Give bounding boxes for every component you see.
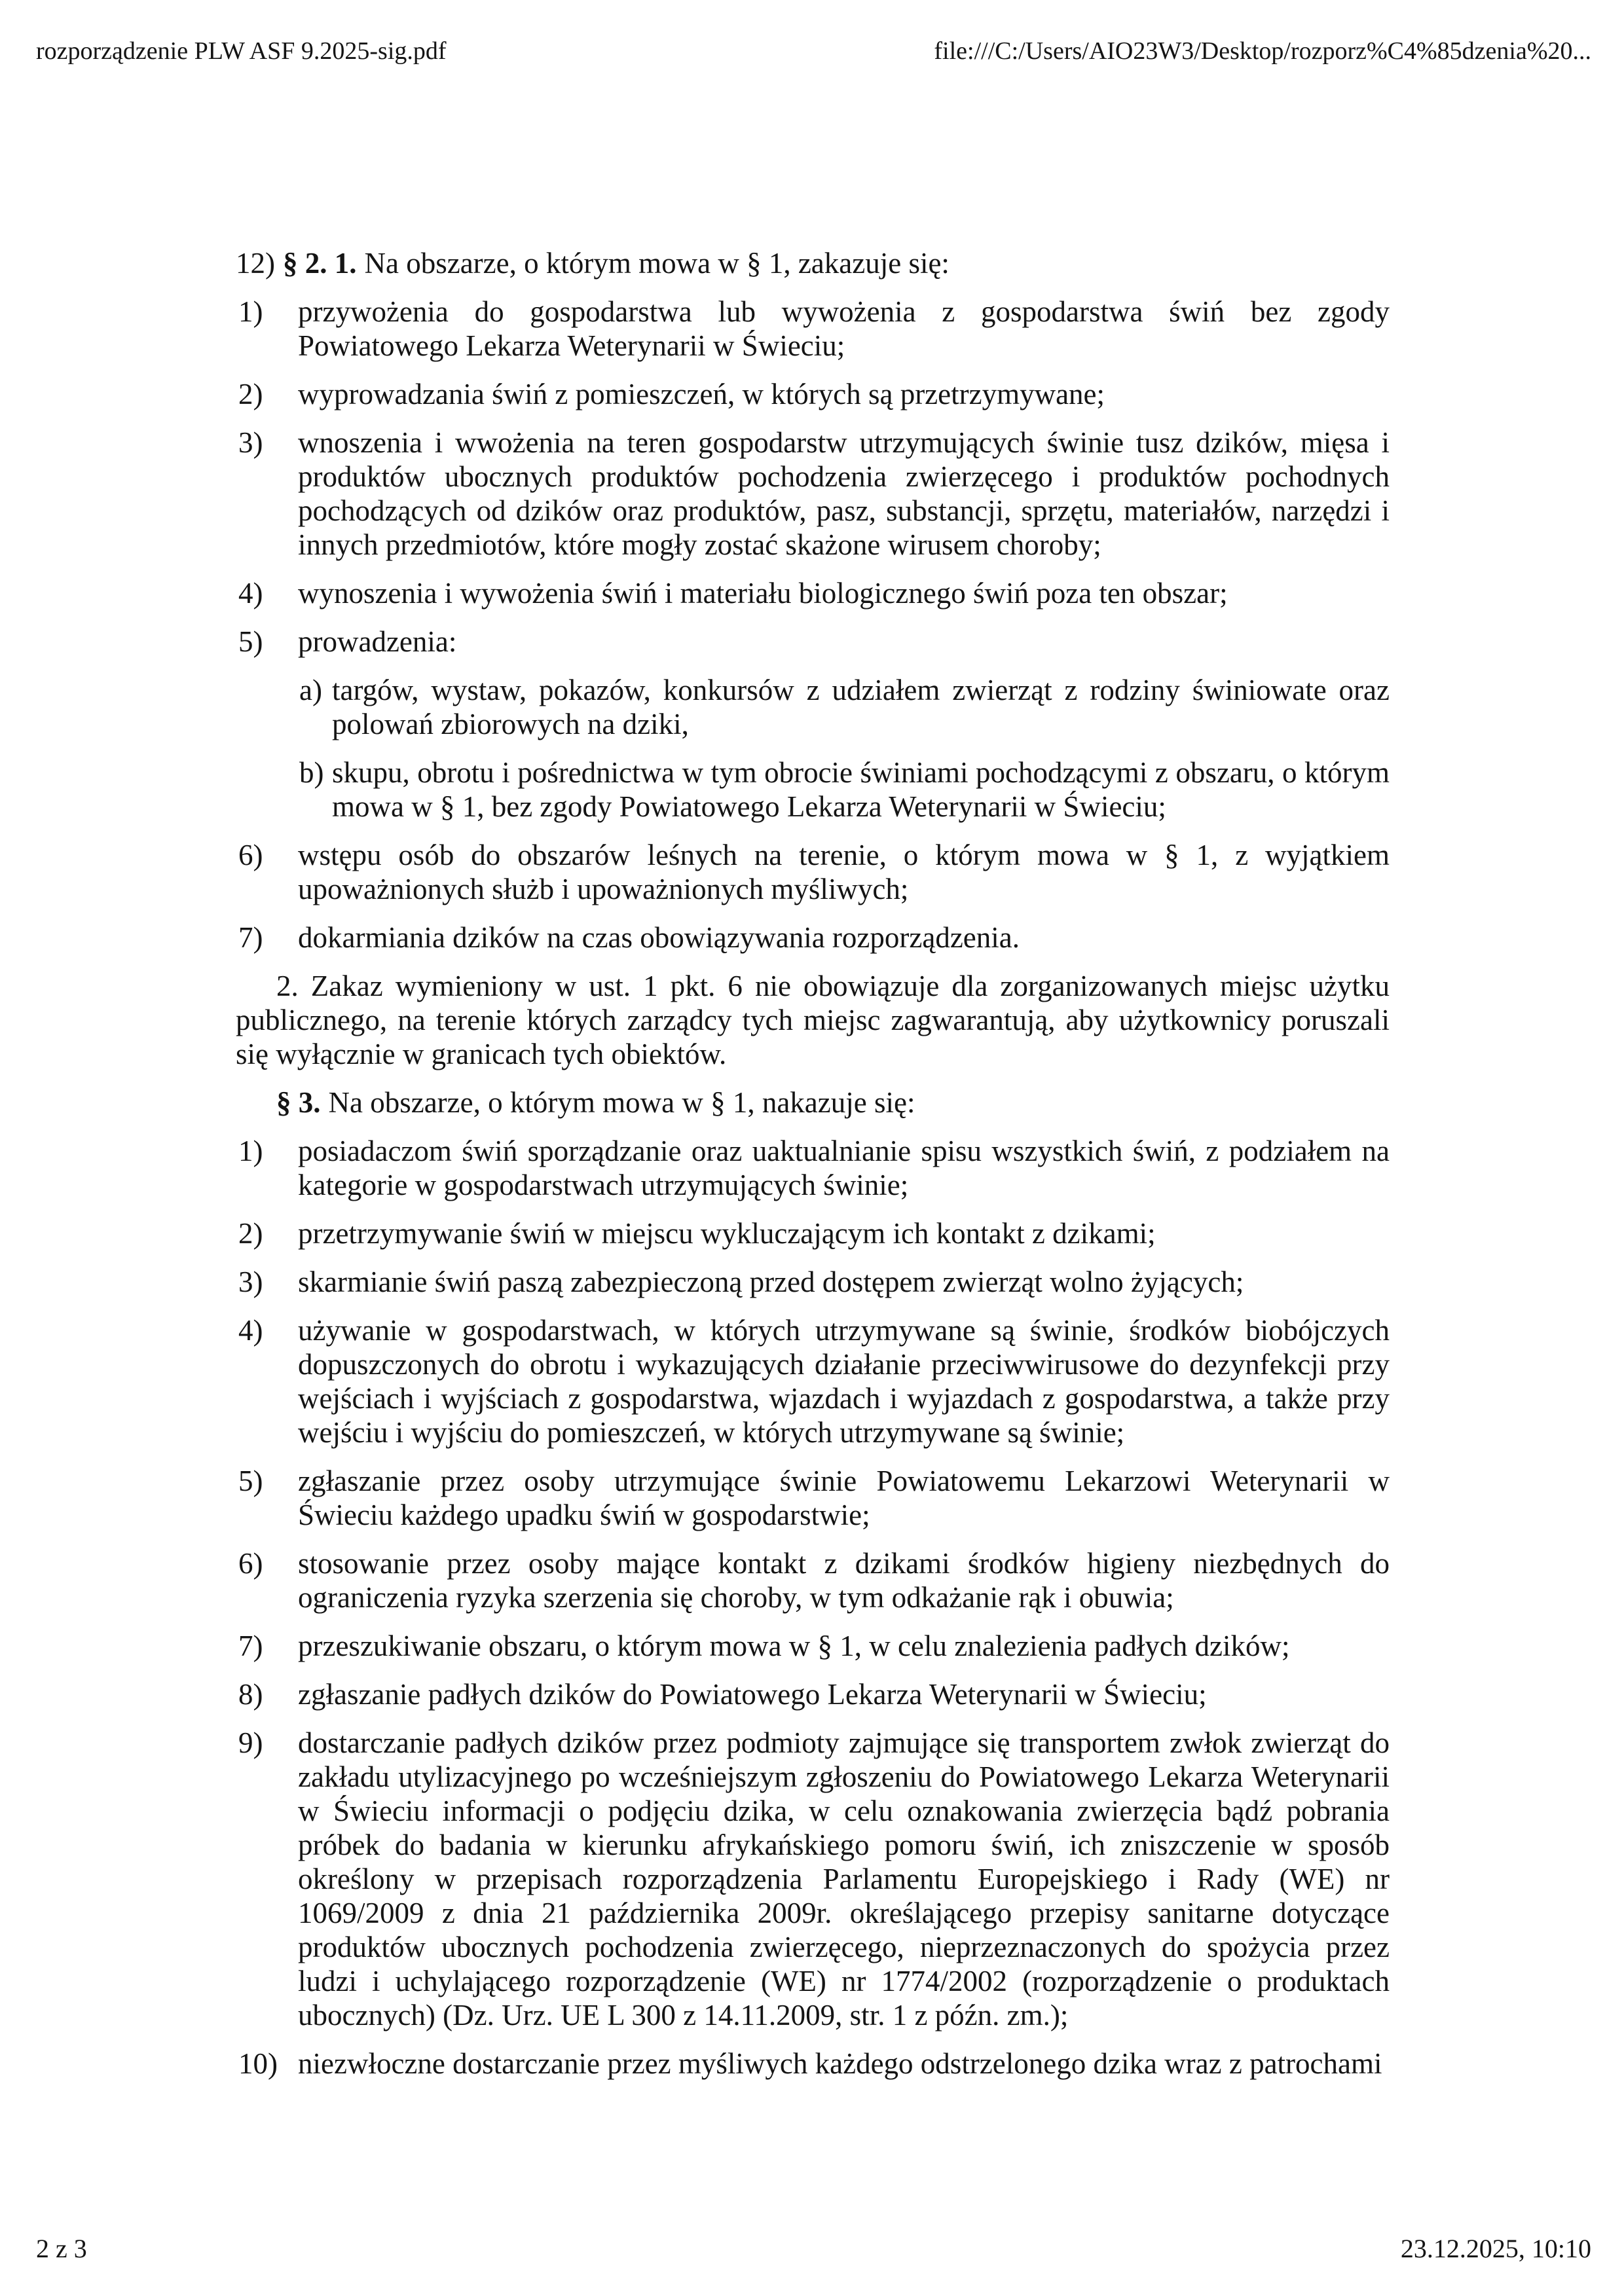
- section-3-paragraph-mark: § 3.: [276, 1086, 321, 1119]
- document-filename: rozporządzenie PLW ASF 9.2025-sig.pdf: [36, 37, 447, 65]
- s2-item-5-text: prowadzenia:: [298, 625, 457, 658]
- s2-item-5b-text: skupu, obrotu i pośrednictwa w tym obrocie świniami pochodzącymi z obszaru, o którym mowa w § 1, bez zgody Powiatowego Lekarza Weterynarii w Świeciu;: [332, 756, 1390, 823]
- s2-item-7: [236, 920, 1390, 955]
- page-number: 2 z 3: [36, 2234, 87, 2263]
- s3-item-10: [236, 2047, 1390, 2081]
- s2-item-6: [236, 838, 1390, 906]
- s3-item-5-text: zgłaszanie przez osoby utrzymujące świnie Powiatowemu Lekarzowi Weterynarii w Świeciu każdego upadku świń w gospodarstwie;: [298, 1465, 1390, 1531]
- s2-item-1: [236, 295, 1390, 363]
- section-2-paragraph-mark: § 2. 1.: [283, 247, 357, 280]
- print-footer: [36, 2234, 1591, 2263]
- section-3-heading-text: Na obszarze, o którym mowa w § 1, nakazuje się:: [328, 1086, 915, 1119]
- s2-item-5b-letter: b): [299, 756, 324, 789]
- s3-item-2-number: 2): [238, 1217, 263, 1250]
- s3-item-8-text: zgłaszanie padłych dzików do Powiatowego Lekarza Weterynarii w Świeciu;: [298, 1678, 1207, 1711]
- s2-item-4-number: 4): [238, 577, 263, 610]
- s3-item-2-text: przetrzymywanie świń w miejscu wykluczającym ich kontakt z dzikami;: [298, 1217, 1156, 1250]
- s2-item-5a: [236, 673, 1390, 741]
- s3-item-7-text: przeszukiwanie obszaru, o którym mowa w § 1, w celu znalezienia padłych dzików;: [298, 1630, 1290, 1662]
- s3-item-3: [236, 1265, 1390, 1299]
- s3-item-4-text: używanie w gospodarstwach, w których utrzymywane są świnie, środków biobójczych dopuszczonych do obrotu i wykazujących działanie przeciwwirusowe do dezynfekcji przy wejściach i wyjściach z gospodarstwa, wjazdach i wyjazdach z gospodarstwa, a także przy wejściu i wyjściu do pomieszczeń, w których utrzymywane są świnie;: [298, 1314, 1390, 1449]
- s2-item-5a-text: targów, wystaw, pokazów, konkursów z udziałem zwierząt z rodziny świniowate oraz polowań zbiorowych na dziki,: [332, 674, 1390, 740]
- s3-item-6-text: stosowanie przez osoby mające kontakt z dzikami środków higieny niezbędnych do ograniczenia ryzyka szerzenia się choroby, w tym odkażanie rąk i obuwia;: [298, 1547, 1390, 1614]
- section-3-heading: [236, 1085, 1390, 1120]
- s2-item-6-number: 6): [238, 839, 263, 871]
- s2-item-3-text: wnoszenia i wwożenia na teren gospodarstw utrzymujących świnie tusz dzików, mięsa i produktów ubocznych produktów pochodzenia zwierzęcego i produktów pochodnych pochodzących od dzików oraz produktów, pasz, substancji, sprzętu, materiałów, narzędzi i innych przedmiotów, które mogły zostać skażone wirusem choroby;: [298, 426, 1390, 561]
- s3-item-8: [236, 1677, 1390, 1711]
- s2-item-5b: [236, 756, 1390, 824]
- s2-item-5-number: 5): [238, 625, 263, 658]
- section-2-heading-text: Na obszarze, o którym mowa w § 1, zakazuje się:: [364, 247, 950, 280]
- s3-item-3-number: 3): [238, 1266, 263, 1298]
- s2-item-3: [236, 426, 1390, 562]
- s3-item-4: [236, 1313, 1390, 1449]
- section-2-paragraph-2: 2. Zakaz wymieniony w ust. 1 pkt. 6 nie obowiązuje dla zorganizowanych miejsc użytku publicznego, na terenie których zarządcy tych miejsc zagwarantują, aby użytkownicy poruszali się wyłącznie w granicach tych obiektów.: [236, 970, 1390, 1070]
- s2-item-2-number: 2): [238, 378, 263, 410]
- s2-item-7-number: 7): [238, 921, 263, 954]
- s3-item-5: [236, 1464, 1390, 1532]
- s3-item-4-number: 4): [238, 1314, 263, 1347]
- s3-item-1: [236, 1134, 1390, 1202]
- s3-item-10-text: niezwłoczne dostarczanie przez myśliwych każdego odstrzelonego dzika wraz z patrochami: [298, 2047, 1382, 2080]
- s3-item-10-number: 10): [238, 2047, 278, 2080]
- s3-item-7-number: 7): [238, 1630, 263, 1662]
- document-url: file:///C:/Users/AIO23W3/Desktop/rozporz%C4%85dzenia%20...: [934, 37, 1591, 65]
- print-date: 23.12.2025, 10:10: [1400, 2234, 1591, 2263]
- s3-item-3-text: skarmianie świń paszą zabezpieczoną przed dostępem zwierząt wolno żyjących;: [298, 1266, 1244, 1298]
- s2-item-4-text: wynoszenia i wywożenia świń i materiału biologicznego świń poza ten obszar;: [298, 577, 1228, 610]
- s2-item-1-text: przywożenia do gospodarstwa lub wywożenia z gospodarstwa świń bez zgody Powiatowego Lekarza Weterynarii w Świeciu;: [298, 295, 1390, 362]
- print-header: [36, 38, 1591, 65]
- s3-item-1-number: 1): [238, 1135, 263, 1167]
- s3-item-9: [236, 1726, 1390, 2032]
- s3-item-9-number: 9): [238, 1726, 263, 1759]
- s3-item-8-number: 8): [238, 1678, 263, 1711]
- s2-item-6-text: wstępu osób do obszarów leśnych na terenie, o którym mowa w § 1, z wyjątkiem upoważnionych służb i upoważnionych myśliwych;: [298, 839, 1390, 905]
- s2-item-7-text: dokarmiania dzików na czas obowiązywania rozporządzenia.: [298, 921, 1020, 954]
- s2-item-5a-letter: a): [299, 674, 322, 706]
- s3-item-2: [236, 1216, 1390, 1250]
- document-body: [236, 246, 1390, 2095]
- s3-item-1-text: posiadaczom świń sporządzanie oraz uaktualnianie spisu wszystkich świń, z podziałem na kategorie w gospodarstwach utrzymujących świnie;: [298, 1135, 1390, 1201]
- s3-item-5-number: 5): [238, 1465, 263, 1497]
- section-2-amendment-number: 12): [236, 247, 275, 280]
- section-2-heading: [236, 246, 1390, 280]
- s3-item-9-text: dostarczanie padłych dzików przez podmioty zajmujące się transportem zwłok zwierząt do zakładu utylizacyjnego po wcześniejszym zgłoszeniu do Powiatowego Lekarza Weterynarii w Świeciu informacji o podjęciu dzika, w celu oznakowania zwierzęcia bądź pobrania próbek do badania w kierunku afrykańskiego pomoru świń, ich zniszczenie w sposób określony w przepisach rozporządzenia Parlamentu Europejskiego i Rady (WE) nr 1069/2009 z dnia 21 października 2009r. określającego przepisy sanitarne dotyczące produktów ubocznych pochodzenia zwierzęcego, nieprzeznaczonych do spożycia przez ludzi i uchylającego rozporządzenie (WE) nr 1774/2002 (rozporządzenie o produktach ubocznych) (Dz. Urz. UE L 300 z 14.11.2009, str. 1 z późn. zm.);: [298, 1726, 1390, 2032]
- s2-item-2: [236, 377, 1390, 411]
- s3-item-7: [236, 1629, 1390, 1663]
- s2-item-5: [236, 625, 1390, 659]
- s2-item-2-text: wyprowadzania świń z pomieszczeń, w których są przetrzymywane;: [298, 378, 1105, 410]
- s2-item-1-number: 1): [238, 295, 263, 328]
- s3-item-6: [236, 1546, 1390, 1614]
- s2-item-3-number: 3): [238, 426, 263, 459]
- s3-item-6-number: 6): [238, 1547, 263, 1580]
- s2-item-4: [236, 576, 1390, 610]
